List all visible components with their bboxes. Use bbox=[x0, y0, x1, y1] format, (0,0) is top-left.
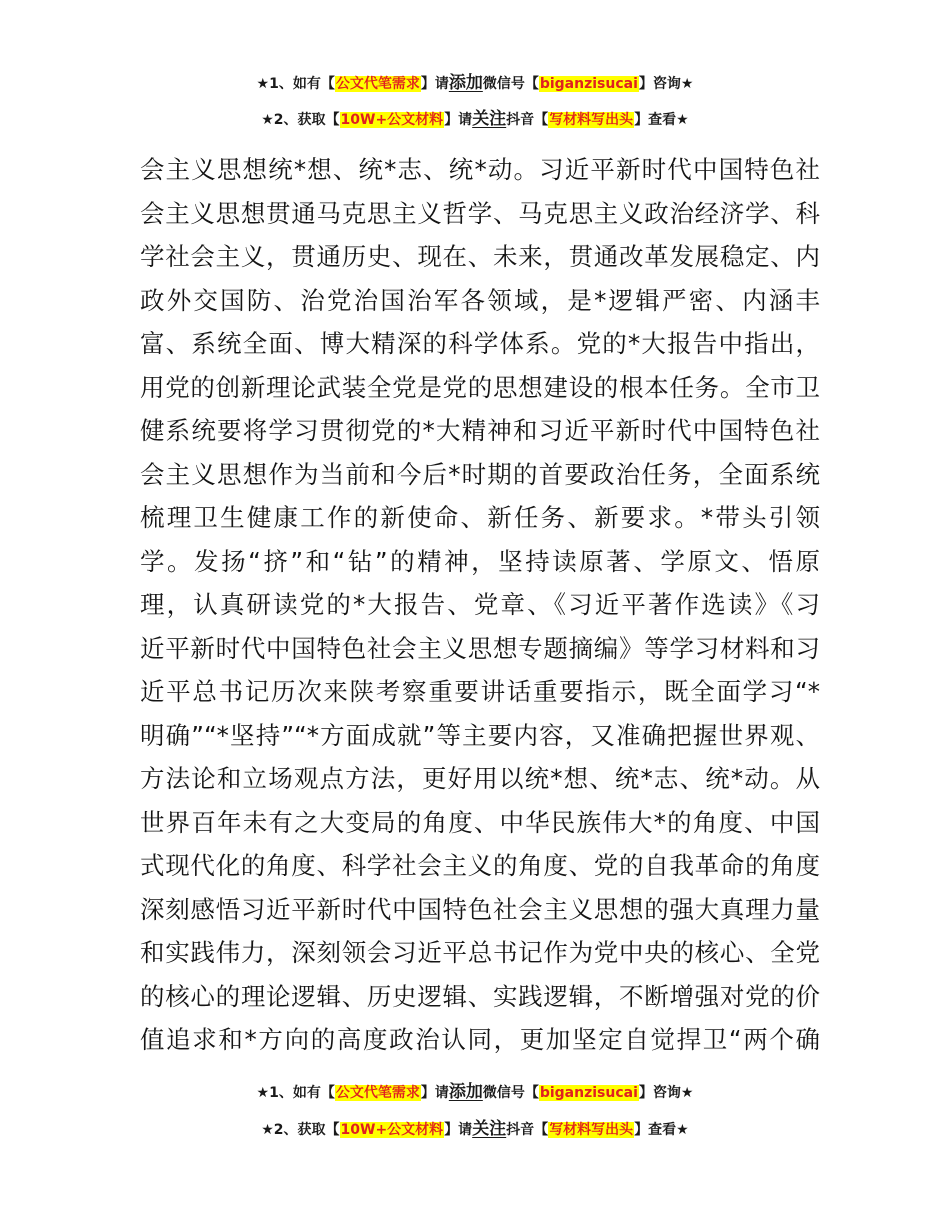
body-line: 会主义思想贯通马克思主义哲学、马克思主义政治经济学、科 bbox=[140, 198, 820, 228]
ad-text: 】查看★ bbox=[634, 112, 689, 128]
body-line: 富、系统全面、博大精深的科学体系。党的*大报告中指出， bbox=[140, 329, 820, 358]
body-line: 健系统要将学习贯彻党的*大精神和习近平新时代中国特色社 bbox=[140, 416, 820, 445]
ad-highlight-douyin-id: 写材料写出头 bbox=[549, 112, 634, 128]
ad-text: 】请 bbox=[444, 112, 473, 128]
body-line: 学社会主义，贯通历史、现在、未来，贯通改革发展稳定、内 bbox=[140, 242, 820, 271]
ad-text: 】查看★ bbox=[634, 1122, 689, 1138]
ad-emphasis: 关注 bbox=[472, 109, 507, 129]
header-ad-line-2 bbox=[0, 104, 950, 129]
body-line: 明确”“*坚持”“*方面成就”等主要内容，又准确把握世界观、 bbox=[140, 720, 820, 750]
body-line: 会主义思想统*想、统*志、统*动。习近平新时代中国特色社 bbox=[140, 155, 820, 184]
body-line: 式现代化的角度、科学社会主义的角度、党的自我革命的角度 bbox=[140, 851, 820, 880]
ad-highlight: 10W+公文材料 bbox=[340, 112, 444, 128]
body-line: 近平新时代中国特色社会主义思想专题摘编》等学习材料和习 bbox=[140, 633, 820, 663]
ad-highlight: 公文代笔需求 bbox=[335, 76, 420, 92]
ad-emphasis: 关注 bbox=[472, 1119, 507, 1139]
footer-ad-line-2 bbox=[0, 1114, 950, 1139]
body-line: 方法论和立场观点方法，更好用以统*想、统*志、统*动。从 bbox=[140, 764, 820, 793]
ad-highlight-douyin-id: 写材料写出头 bbox=[549, 1122, 634, 1138]
body-line: 梳理卫生健康工作的新使命、新任务、新要求。*带头引领 bbox=[140, 503, 820, 532]
ad-highlight: 公文代笔需求 bbox=[335, 1085, 420, 1101]
body-line: 学。发扬“挤”和“钻”的精神，坚持读原著、学原文、悟原 bbox=[140, 546, 820, 576]
ad-text: 】请 bbox=[444, 1122, 473, 1138]
document-body bbox=[140, 148, 820, 1062]
ad-highlight-wechat-id: biganzisucai bbox=[539, 76, 638, 92]
body-line: 理，认真研读党的*大报告、党章、《习近平著作选读》《习 bbox=[140, 590, 820, 619]
ad-text: 微信号【 bbox=[482, 76, 539, 92]
body-line: 政外交国防、治党治国治军各领域，是*逻辑严密、内涵丰 bbox=[140, 285, 820, 315]
ad-text: ★1、如有【 bbox=[256, 1085, 335, 1101]
body-line: 值追求和*方向的高度政治认同，更加坚定自觉捍卫“两个确 bbox=[140, 1025, 820, 1054]
ad-highlight-wechat-id: biganzisucai bbox=[539, 1085, 638, 1101]
ad-text: 】咨询★ bbox=[638, 1085, 694, 1101]
ad-text: ★2、获取【 bbox=[261, 112, 340, 128]
body-line: 会主义思想作为当前和今后*时期的首要政治任务，全面系统 bbox=[140, 459, 820, 489]
header-ad-line-1 bbox=[0, 68, 950, 93]
body-line: 世界百年未有之大变局的角度、中华民族伟大*的角度、中国 bbox=[140, 807, 820, 837]
ad-text: 】请 bbox=[420, 1085, 449, 1101]
ad-text: 】请 bbox=[420, 76, 449, 92]
ad-text: 抖音【 bbox=[506, 112, 549, 128]
footer-ad-line-1 bbox=[0, 1077, 950, 1102]
ad-text: 抖音【 bbox=[506, 1122, 549, 1138]
body-line: 近平总书记历次来陕考察重要讲话重要指示，既全面学习“* bbox=[140, 677, 820, 706]
ad-text: ★1、如有【 bbox=[256, 76, 335, 92]
ad-highlight: 10W+公文材料 bbox=[340, 1122, 444, 1138]
ad-text: 】咨询★ bbox=[638, 76, 694, 92]
ad-text: ★2、获取【 bbox=[261, 1122, 340, 1138]
body-line: 的核心的理论逻辑、历史逻辑、实践逻辑，不断增强对党的价 bbox=[140, 981, 820, 1011]
body-line: 用党的创新理论武装全党是党的思想建设的根本任务。全市卫 bbox=[140, 372, 820, 402]
body-line: 深刻感悟习近平新时代中国特色社会主义思想的强大真理力量 bbox=[140, 894, 820, 924]
ad-text: 微信号【 bbox=[482, 1085, 539, 1101]
body-line: 和实践伟力，深刻领会习近平总书记作为党中央的核心、全党 bbox=[140, 938, 820, 967]
ad-emphasis: 添加 bbox=[448, 1082, 483, 1102]
ad-emphasis: 添加 bbox=[448, 73, 483, 93]
